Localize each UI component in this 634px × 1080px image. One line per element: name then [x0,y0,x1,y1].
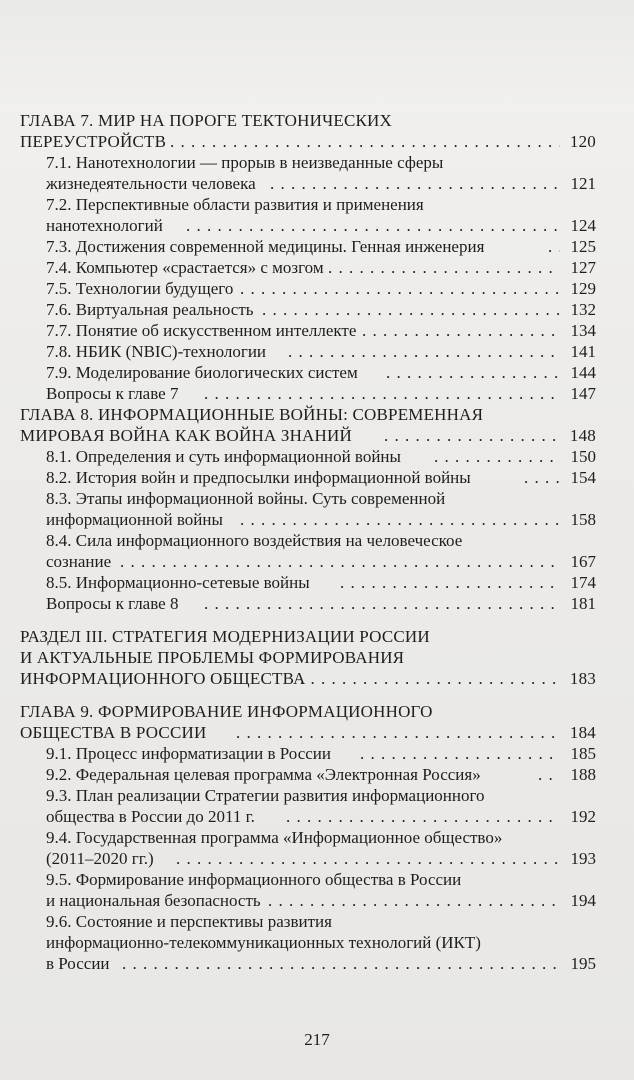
toc-entry-7-2: 7.2. Перспективные области развития и применения [46,195,424,214]
leader-dots [434,446,560,467]
page-number: 134 [570,321,596,340]
toc-questions-8: Вопросы к главе 8 . . . 181 [0,593,634,614]
toc-entry-7-2-cont: нанотехнологий . . . 124 [0,215,634,236]
page-number: 125 [570,237,596,256]
page-folio: 217 [304,1030,330,1049]
toc-entry-8-1: 8.1. Определения и суть информационной войны . . . 150 [0,446,634,467]
page-number: 120 [569,132,596,151]
toc-entry-9-4-cont: (2011–2020 гг.) . . . 193 [0,848,634,869]
page-number: 194 [570,891,596,910]
toc-entry-7-1-cont: жизнедеятельности человека . . . 121 [0,173,634,194]
page-number: 154 [570,468,596,487]
page-number: 150 [570,447,596,466]
toc-entry-8-5: 8.5. Информационно-сетевые войны . . . 174 [0,572,634,593]
leader-dots [288,341,560,362]
toc-entry-7-7: 7.7. Понятие об искусственном интеллекте . . . 134 [0,320,634,341]
toc-entry-8-4-cont: сознание . . . 167 [0,551,634,572]
page-number: 195 [570,954,596,973]
toc-entry-9-3: 9.3. План реализации Стратегии развития информационного [46,786,485,805]
leader-dots [186,215,560,236]
toc-chapter-9-entry: ОБЩЕСТВА В РОССИИ . . . 184 [0,722,634,743]
leader-dots [262,299,560,320]
leader-dots [538,764,560,785]
page-number: 188 [570,765,596,784]
leader-dots [360,743,560,764]
leader-dots [176,848,560,869]
toc-entry-8-2: 8.2. История войн и предпосылки информационной войны . . . 154 [0,467,634,488]
page-number: 181 [570,594,596,613]
leader-dots [286,806,560,827]
toc-part-3-entry: ИНФОРМАЦИОННОГО ОБЩЕСТВА . . . 183 [0,668,634,689]
toc-entry-8-4: 8.4. Сила информационного воздействия на человеческое [46,531,463,550]
leader-dots [328,257,560,278]
toc-chapter-8-entry: МИРОВАЯ ВОЙНА КАК ВОЙНА ЗНАНИЙ . . . 148 [0,425,634,446]
page-number: 185 [570,744,596,763]
toc-entry-7-4: 7.4. Компьютер «срастается» с мозгом . . . 127 [0,257,634,278]
leader-dots [270,173,560,194]
toc-entry-9-3-cont: общества в России до 2011 г. . . . 192 [0,806,634,827]
toc-chapter-9-title: ГЛАВА 9. ФОРМИРОВАНИЕ ИНФОРМАЦИОННОГО [20,702,433,721]
toc-questions-7: Вопросы к главе 7 . . . 147 [0,383,634,404]
page-number: 184 [569,723,596,742]
page-number: 129 [570,279,596,298]
page-number: 132 [570,300,596,319]
page-number: 141 [570,342,596,361]
toc-chapter-8-title: ГЛАВА 8. ИНФОРМАЦИОННЫЕ ВОЙНЫ: СОВРЕМЕННАЯ [20,405,484,424]
leader-dots [268,890,560,911]
toc-entry-9-1: 9.1. Процесс информатизации в России . . . 185 [0,743,634,764]
leader-dots [362,320,560,341]
page-number: 127 [570,258,596,277]
toc-entry-7-9: 7.9. Моделирование биологических систем . . . 144 [0,362,634,383]
page-number: 148 [569,426,596,445]
leader-dots [120,551,560,572]
toc-entry-8-3-cont: информационной войны . . . 158 [0,509,634,530]
toc-entry-9-6: 9.6. Состояние и перспективы развития [46,912,332,931]
leader-dots [240,278,560,299]
toc-entry-7-3: 7.3. Достижения современной медицины. Генная инженерия . . . 125 [0,236,634,257]
leader-dots [386,362,560,383]
leader-dots [236,722,560,743]
page-number: 183 [569,669,596,688]
toc-entry-9-5-cont: и национальная безопасность . . . 194 [0,890,634,911]
toc-entry-9-5: 9.5. Формирование информационного общества в России [46,870,462,889]
page-number: 144 [570,363,596,382]
page-number: 147 [570,384,596,403]
toc-chapter-7-title: ГЛАВА 7. МИР НА ПОРОГЕ ТЕКТОНИЧЕСКИХ [20,111,392,130]
toc-part-3-title-2: И АКТУАЛЬНЫЕ ПРОБЛЕМЫ ФОРМИРОВАНИЯ [20,648,405,667]
leader-dots [170,131,560,152]
page-number: 158 [570,510,596,529]
leader-dots [204,593,560,614]
leader-dots [240,509,560,530]
toc-entry-7-8: 7.8. НБИК (NBIC)-технологии . . . 141 [0,341,634,362]
page-number: 167 [570,552,596,571]
page-number: 121 [570,174,596,193]
toc-entry-7-6: 7.6. Виртуальная реальность . . . 132 [0,299,634,320]
page-number: 124 [570,216,596,235]
toc-entry-9-6-cont-2: в России . . . 195 [0,953,634,974]
leader-dots [300,668,560,689]
leader-dots [384,425,560,446]
toc-entry-7-5: 7.5. Технологии будущего . . . 129 [0,278,634,299]
leader-dots [340,572,560,593]
page-top-margin [0,0,634,110]
toc-entry-9-4: 9.4. Государственная программа «Информационное общество» [46,828,503,847]
page-number: 193 [570,849,596,868]
page-number: 174 [570,573,596,592]
toc-chapter-7-entry: ПЕРЕУСТРОЙСТВ . . . 120 [0,131,634,152]
leader-dots [524,467,560,488]
toc-part-3-title: РАЗДЕЛ III. СТРАТЕГИЯ МОДЕРНИЗАЦИИ РОССИИ [20,627,430,646]
leader-dots [548,236,560,257]
toc-entry-9-6-cont: информационно-телекоммуникационных технологий (ИКТ) [46,933,481,952]
leader-dots [204,383,560,404]
toc-entry-9-2: 9.2. Федеральная целевая программа «Электронная Россия» . . . 188 [0,764,634,785]
leader-dots [122,953,560,974]
toc-entry-7-1: 7.1. Нанотехнологии — прорыв в неизведанные сферы [46,153,444,172]
page-number: 192 [570,807,596,826]
toc-entry-8-3: 8.3. Этапы информационной войны. Суть современной [46,489,446,508]
